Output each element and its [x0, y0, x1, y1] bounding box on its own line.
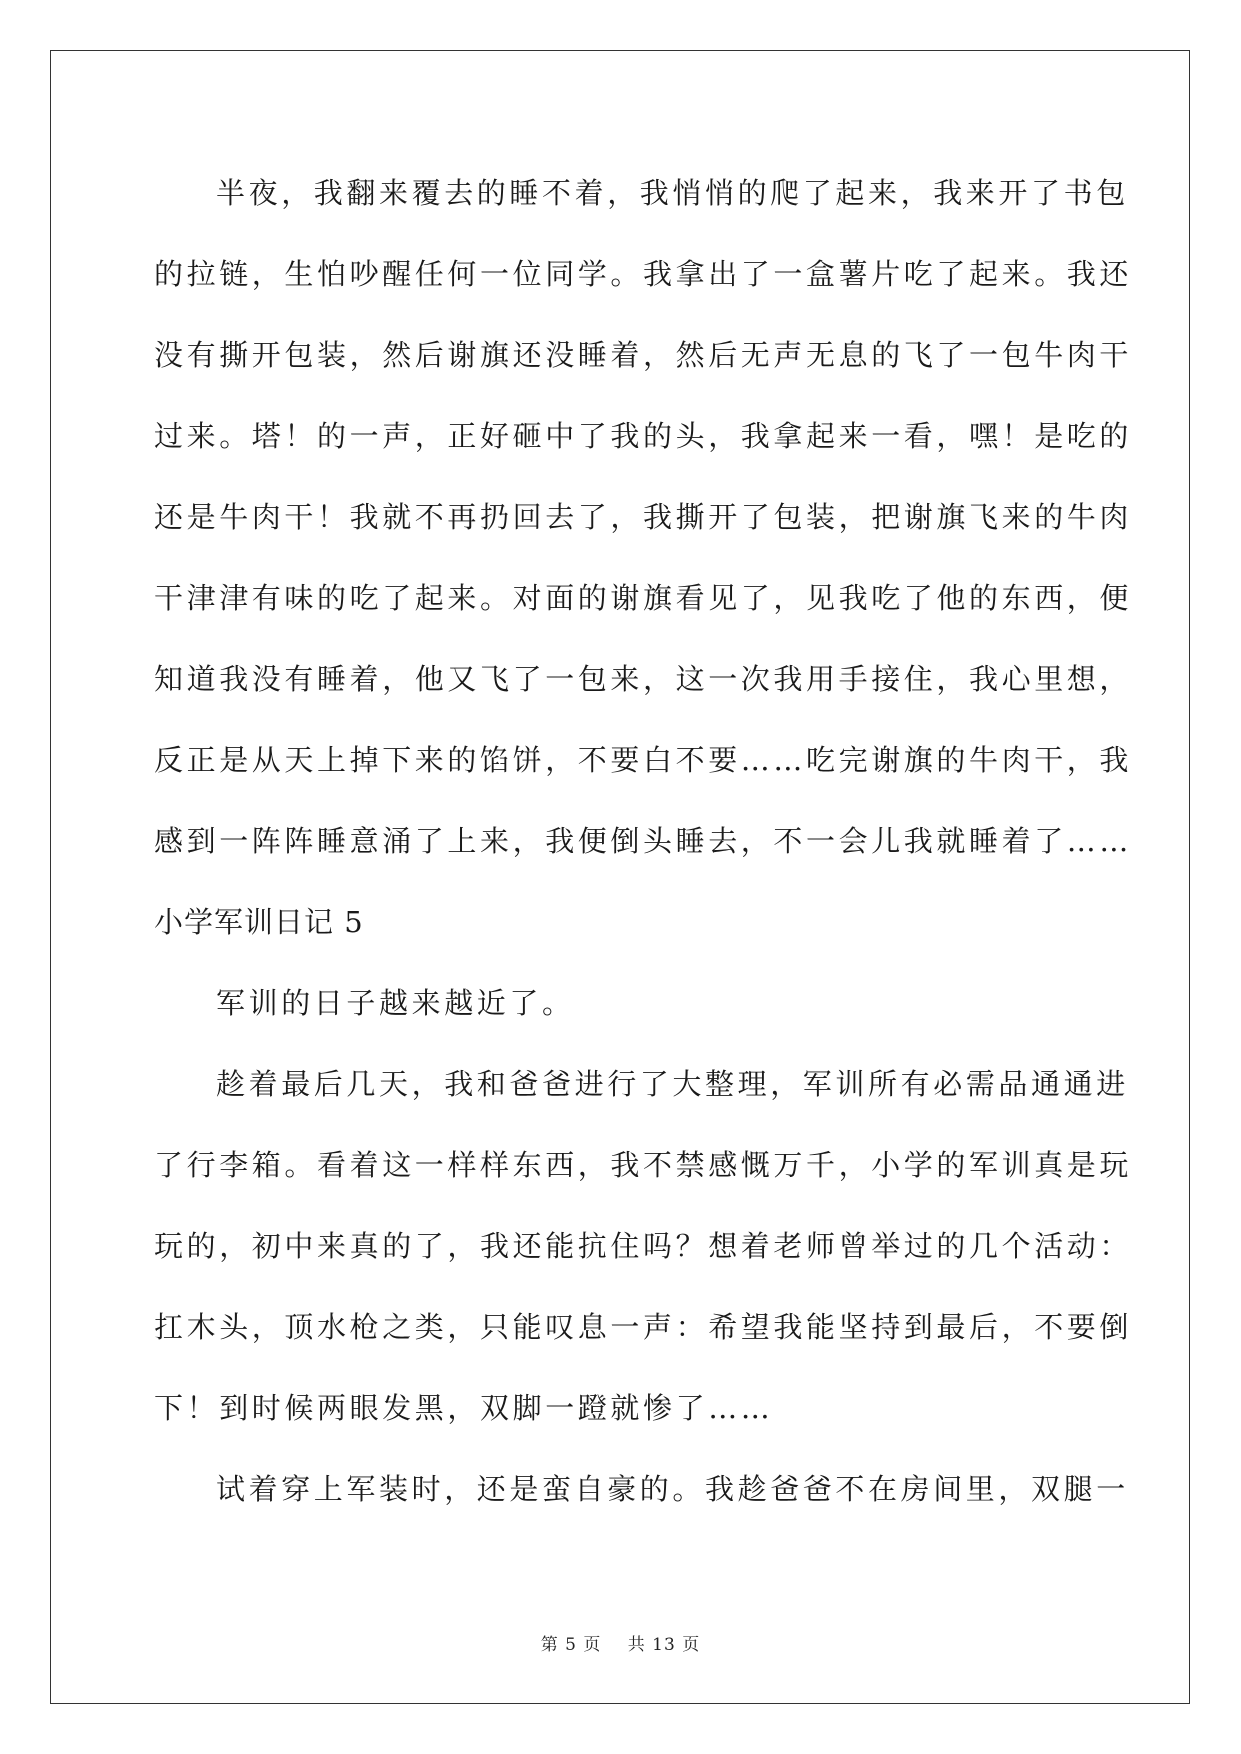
text-line: 还是牛肉干！我就不再扔回去了，我撕开了包装，把谢旗飞来的牛肉 — [154, 500, 1133, 534]
text-line: 军训的日子越来越近了。 — [216, 986, 575, 1020]
text-line: 干津津有味的吃了起来。对面的谢旗看见了，见我吃了他的东西，便 — [154, 581, 1133, 615]
page-number: 第 5 页 — [540, 1635, 602, 1655]
text-line: 的拉链，生怕吵醒任何一位同学。我拿出了一盒薯片吃了起来。我还 — [154, 257, 1133, 291]
text-line: 感到一阵阵睡意涌了上来，我便倒头睡去，不一会儿我就睡着了…… — [154, 824, 1133, 858]
text-line: 了行李箱。看着这一样样东西，我不禁感慨万千，小学的军训真是玩 — [154, 1148, 1133, 1182]
page-total: 共 13 页 — [627, 1635, 701, 1655]
text-line: 玩的，初中来真的了，我还能抗住吗？想着老师曾举过的几个活动： — [154, 1229, 1133, 1263]
page-footer — [0, 1630, 1241, 1655]
section-heading: 小学军训日记 5 — [154, 905, 364, 939]
text-line: 下！到时候两眼发黑，双脚一蹬就惨了…… — [154, 1391, 774, 1425]
text-line: 试着穿上军装时，还是蛮自豪的。我趁爸爸不在房间里，双腿一 — [216, 1472, 1129, 1506]
text-line: 没有撕开包装，然后谢旗还没睡着，然后无声无息的飞了一包牛肉干 — [154, 338, 1133, 372]
text-line: 知道我没有睡着，他又飞了一包来，这一次我用手接住，我心里想， — [154, 662, 1133, 696]
text-line: 扛木头，顶水枪之类，只能叹息一声：希望我能坚持到最后，不要倒 — [154, 1310, 1133, 1344]
document-body — [154, 163, 1133, 1540]
text-line: 半夜，我翻来覆去的睡不着，我悄悄的爬了起来，我来开了书包 — [216, 176, 1129, 210]
text-line: 过来。塔！的一声，正好砸中了我的头，我拿起来一看，嘿！是吃的 — [154, 419, 1133, 453]
text-line: 趁着最后几天，我和爸爸进行了大整理，军训所有必需品通通进 — [216, 1067, 1129, 1101]
text-line: 反正是从天上掉下来的馅饼，不要白不要……吃完谢旗的牛肉干，我 — [154, 743, 1133, 777]
